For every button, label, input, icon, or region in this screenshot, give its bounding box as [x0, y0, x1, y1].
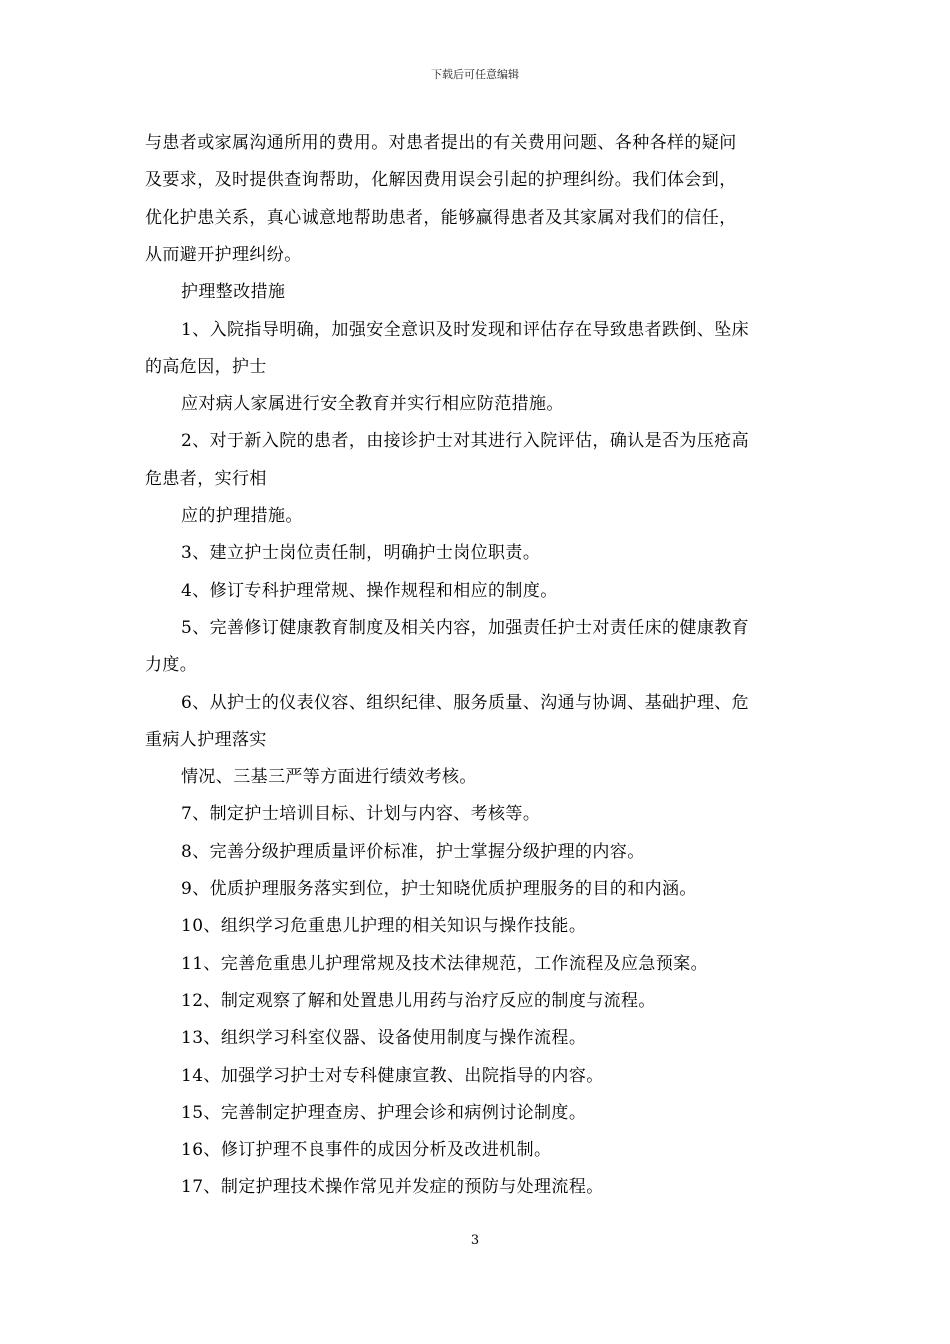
- text-line: 14、加强学习护士对专科健康宣教、出院指导的内容。: [181, 1066, 604, 1086]
- text-line: 危患者，实行相: [145, 469, 267, 489]
- text-line: 8、完善分级护理质量评价标准，护士掌握分级护理的内容。: [181, 842, 645, 862]
- page-number: 3: [470, 1233, 480, 1248]
- text-line: 15、完善制定护理查房、护理会诊和病例讨论制度。: [181, 1103, 587, 1123]
- text-line: 13、组织学习科室仪器、设备使用制度与操作流程。: [181, 1028, 587, 1048]
- text-line: 重病人护理落实: [145, 730, 267, 750]
- text-line: 1、入院指导明确，加强安全意识及时发现和评估存在导致患者跌倒、坠床: [181, 320, 750, 340]
- text-line: 2、对于新入院的患者，由接诊护士对其进行入院评估，确认是否为压疮高: [181, 431, 750, 451]
- text-line: 情况、三基三严等方面进行绩效考核。: [181, 767, 477, 787]
- text-line: 3、建立护士岗位责任制，明确护士岗位职责。: [181, 543, 541, 563]
- text-line: 10、组织学习危重患儿护理的相关知识与操作技能。: [181, 916, 587, 936]
- text-line: 与患者或家属沟通所用的费用。对患者提出的有关费用问题、各种各样的疑问: [145, 133, 737, 153]
- text-line: 应的护理措施。: [181, 506, 303, 526]
- text-line: 17、制定护理技术操作常见并发症的预防与处理流程。: [181, 1177, 604, 1197]
- text-line: 的高危因，护士: [145, 357, 267, 377]
- text-line: 4、修订专科护理常规、操作规程和相应的制度。: [181, 581, 558, 601]
- text-line: 及要求，及时提供查询帮助，化解因费用误会引起的护理纠纷。我们体会到，: [145, 170, 737, 190]
- text-line: 护理整改措施: [181, 282, 286, 302]
- text-line: 9、优质护理服务落实到位，护士知晓优质护理服务的目的和内涵。: [181, 879, 697, 899]
- text-line: 16、修订护理不良事件的成因分析及改进机制。: [181, 1140, 552, 1160]
- text-line: 优化护患关系，真心诚意地帮助患者，能够赢得患者及其家属对我们的信任，: [145, 208, 737, 228]
- text-line: 7、制定护士培训目标、计划与内容、考核等。: [181, 804, 541, 824]
- text-line: 12、制定观察了解和处置患儿用药与治疗反应的制度与流程。: [181, 991, 656, 1011]
- page-header: 下载后可任意编辑: [431, 68, 519, 81]
- text-line: 6、从护士的仪表仪容、组织纪律、服务质量、沟通与协调、基础护理、危: [181, 693, 750, 713]
- text-line: 5、完善修订健康教育制度及相关内容，加强责任护士对责任床的健康教育: [181, 618, 750, 638]
- text-line: 力度。: [145, 655, 198, 675]
- text-line: 11、完善危重患儿护理常规及技术法律规范，工作流程及应急预案。: [181, 954, 709, 974]
- text-line: 从而避开护理纠纷。: [145, 245, 302, 265]
- text-line: 应对病人家属进行安全教育并实行相应防范措施。: [181, 394, 564, 414]
